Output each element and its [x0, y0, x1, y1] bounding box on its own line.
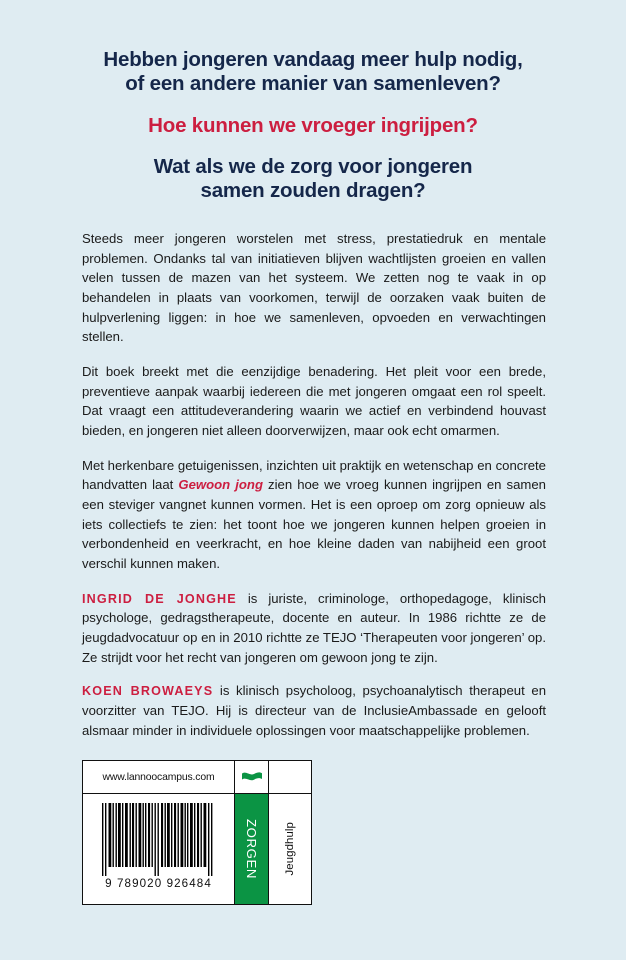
- series-label-text: ZORGEN: [244, 818, 259, 879]
- headline-primary: [62, 48, 564, 96]
- blurb-paragraph-1: Steeds meer jongeren worstelen met stress, prestatiedruk en mentale problemen. Ondanks tal van initiatieven blijven wachtlijsten groeien en vallen velen tussen de mazen van het systeem. We zetten nog te vaak in op behandelen in plaats van voorkomen, terwijl de oorzaken vaak buiten de hulpverlening liggen: in hoe we samenleven, opvoeden en verwachtingen stellen.: [82, 231, 546, 345]
- headline-tertiary-line-1: Wat als we de zorg voor jongeren: [153, 154, 473, 178]
- headline-block: [62, 48, 564, 203]
- headline-primary-line-1: Hebben jongeren vandaag meer hulp nodig,: [103, 48, 523, 71]
- category-label: [269, 794, 311, 904]
- publisher-url[interactable]: www.lannoocampus.com: [83, 761, 234, 794]
- author-name-2: KOEN BROWAEYS: [82, 684, 214, 699]
- blurb-paragraph-3-after: zien hoe we vroeg kunnen ingrijpen en samen een steviger vangnet kunnen vormen. Het is een oproep om zorg opnieuw als iets collectiefs te zien: het toont hoe we jongeren kunnen helpen groeien in verbondenheid en veerkracht, en hoe kleine daden van nabijheid een groot verschil kunnen maken.: [82, 477, 546, 571]
- author-bio-1: [82, 589, 546, 668]
- author-bio-2: [82, 681, 546, 740]
- category-column-spacer: [269, 761, 311, 794]
- publisher-logo: [235, 761, 268, 794]
- blurb-body: [82, 229, 546, 754]
- blurb-paragraph-3: [82, 456, 546, 574]
- headline-tertiary-line-2: samen zouden dragen?: [200, 178, 426, 202]
- flag-icon: [241, 770, 263, 784]
- barcode-left-column: [83, 761, 235, 904]
- headline-tertiary: [62, 155, 564, 203]
- headline-secondary-line-1: Hoe kunnen we vroeger ingrijpen?: [148, 113, 478, 137]
- category-label-text: Jeugdhulp: [284, 822, 296, 876]
- headline-secondary-red: [62, 114, 564, 138]
- series-label: [235, 794, 268, 904]
- isbn-digits: 9 789020 926484: [105, 877, 212, 890]
- blurb-paragraph-3-before: Met herkenbare getuigenissen, inzichten uit praktijk en wetenschap en concrete handvatten laat: [82, 457, 546, 493]
- blurb-paragraph-2: Dit boek breekt met die eenzijdige benadering. Het pleit voor een brede, preventieve aanpak waarbij iedereen die met jongeren omgaat een rol speelt. Dat vraagt een attitudeverandering waarin we actief en verbindend houvast bieden, en jongeren niet alleen doorverwijzen, maar ook echt omarmen.: [82, 363, 546, 438]
- category-column: [269, 761, 311, 904]
- ean13-barcode: [100, 803, 218, 876]
- series-column: [235, 761, 269, 904]
- author-bio-text-1: is juriste, criminologe, orthopedagoge, klinisch psychologe, gedragstherapeute, docente en auteur. In 1986 richtte ze de jeugdadvocatuur op en in 2010 richtte ze TEJO ‘Therapeuten voor jongeren’ op. Ze strijdt voor het recht van jongeren om gewoon jong te zijn.: [82, 590, 546, 665]
- author-name-1: INGRID DE JONGHE: [82, 591, 237, 606]
- headline-primary-line-2: of een andere manier van samenleven?: [125, 71, 501, 95]
- barcode-area: [83, 794, 234, 904]
- book-title-mention: Gewoon jong: [178, 477, 263, 493]
- author-bio-text-2: is klinisch psycholoog, psychoanalytisch therapeut en voorzitter van TEJO. Hij is directeur van de InclusieAmbassade en gelooft alsmaar minder in individuele oplossingen voor maatschappelijke problemen.: [82, 683, 546, 738]
- barcode-publisher-block: [82, 760, 312, 905]
